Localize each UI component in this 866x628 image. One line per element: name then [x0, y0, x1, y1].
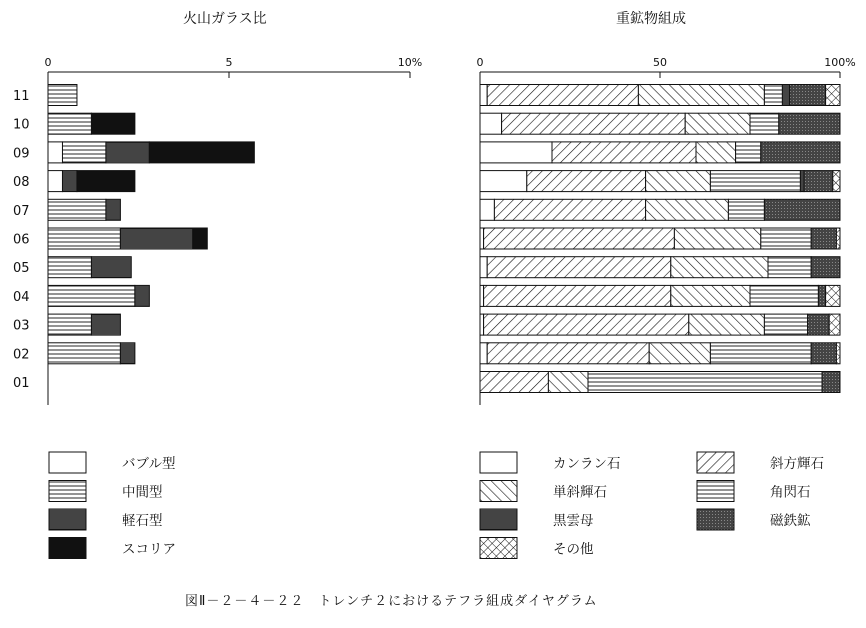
bar-row-01: [480, 372, 840, 393]
x-tick-label: 100%: [824, 56, 856, 69]
bar-segment-mineral-3: [764, 85, 782, 106]
legend-swatch: [480, 509, 517, 530]
bar-segment-mineral-3: [764, 314, 807, 335]
legend-item-right-0: [480, 452, 621, 473]
row-label: 03: [13, 318, 30, 334]
bar-segment-mineral-3: [710, 343, 811, 364]
bar-segment-mineral-5: [779, 113, 840, 134]
bar-segment-mineral-5: [808, 314, 830, 335]
bar-segment-mineral-2: [685, 113, 750, 134]
row-label: 11: [13, 89, 30, 104]
bar-segment-mineral-5: [790, 85, 826, 106]
legend-swatch: [697, 481, 734, 502]
legend-label: 磁鉄鉱: [770, 513, 811, 529]
bar-segment-mineral-6: [836, 228, 840, 249]
bar-segment-mineral-2: [548, 372, 588, 393]
legend-label: 単斜輝石: [553, 484, 607, 501]
legend-label: 斜方輝石: [770, 456, 824, 472]
heavy-mineral-chart: [477, 56, 856, 405]
legend-swatch: [49, 452, 86, 473]
bar-segment-mineral-0: [480, 228, 484, 249]
bar-segment-mineral-2: [689, 314, 765, 335]
bar-segment-mineral-2: [671, 257, 768, 278]
bar-segment-glass-1: [48, 285, 135, 306]
x-tick-label: 10%: [397, 56, 423, 69]
row-label: 05: [13, 261, 30, 277]
bar-row-05: [48, 257, 131, 278]
legend-label: スコリア: [122, 541, 176, 558]
bar-segment-mineral-4: [800, 171, 804, 192]
bar-segment-mineral-5: [811, 228, 836, 249]
bar-row-10: [48, 113, 135, 134]
bar-segment-glass-1: [48, 228, 120, 249]
bar-segment-glass-2: [135, 285, 149, 306]
bar-segment-mineral-1: [480, 372, 548, 393]
bar-segment-glass-2: [120, 228, 192, 249]
chart-title-minerals: 重鉱物組成: [616, 11, 686, 27]
bar-segment-glass-1: [48, 85, 77, 106]
bar-row-02: [48, 343, 135, 364]
legend-item-right-5: [697, 481, 811, 502]
bar-segment-mineral-6: [829, 314, 840, 335]
legends: [49, 452, 824, 559]
bar-row-08: [480, 171, 840, 192]
bar-segment-mineral-3: [750, 113, 779, 134]
bar-segment-mineral-0: [480, 314, 484, 335]
bar-segment-mineral-1: [527, 171, 646, 192]
bar-segment-mineral-1: [552, 142, 696, 163]
bar-segment-mineral-5: [811, 343, 836, 364]
legend-item-right-6: [697, 509, 811, 530]
bar-segment-mineral-5: [764, 199, 840, 220]
legend-swatch: [49, 538, 86, 559]
x-tick-label: 5: [225, 56, 233, 69]
bar-segment-mineral-5: [761, 142, 840, 163]
bar-segment-mineral-1: [487, 85, 638, 106]
bar-segment-glass-1: [48, 113, 91, 134]
bar-segment-glass-3: [149, 142, 254, 163]
bar-segment-mineral-2: [649, 343, 710, 364]
legend-label: 黒雲母: [553, 513, 594, 529]
legend-swatch: [480, 481, 517, 502]
legend-label: カンラン石: [553, 456, 621, 472]
glass-ratio-chart: [13, 56, 422, 405]
bar-segment-mineral-6: [833, 171, 840, 192]
bar-segment-mineral-0: [480, 343, 487, 364]
legend-swatch: [480, 538, 517, 559]
bar-row-03: [480, 314, 840, 335]
bar-segment-mineral-1: [487, 343, 649, 364]
bar-row-06: [48, 228, 207, 249]
legend-item-left-2: [49, 509, 163, 530]
bar-segment-mineral-3: [768, 257, 811, 278]
bar-segment-mineral-5: [818, 285, 825, 306]
bar-segment-mineral-3: [736, 142, 761, 163]
legend-item-left-1: [49, 481, 163, 502]
legend-label: バブル型: [122, 456, 176, 472]
legend-label: 角閃石: [770, 484, 811, 501]
legend-item-right-1: [480, 481, 607, 502]
bar-segment-glass-1: [48, 343, 120, 364]
bar-segment-mineral-0: [480, 142, 552, 163]
bar-segment-mineral-5: [804, 171, 833, 192]
bar-segment-mineral-2: [696, 142, 736, 163]
row-label: 01: [13, 376, 30, 391]
bar-segment-glass-1: [48, 314, 91, 335]
legend-label: 軽石型: [122, 513, 163, 529]
bar-segment-glass-1: [48, 199, 106, 220]
bar-row-07: [48, 199, 120, 220]
legend-swatch: [49, 509, 86, 530]
bar-segment-glass-3: [91, 113, 134, 134]
bar-segment-mineral-2: [646, 171, 711, 192]
row-label: 07: [13, 203, 30, 219]
bar-row-04: [48, 285, 149, 306]
bar-segment-mineral-2: [638, 85, 764, 106]
bar-row-09: [48, 142, 254, 163]
legend-item-left-0: [49, 452, 175, 473]
bar-segment-mineral-3: [588, 372, 822, 393]
bar-segment-glass-2: [106, 142, 149, 163]
bar-row-08: [48, 171, 135, 192]
bar-segment-glass-2: [91, 257, 131, 278]
legend-swatch: [697, 452, 734, 473]
bar-segment-glass-1: [48, 257, 91, 278]
bar-segment-glass-0: [48, 142, 62, 163]
bar-row-09: [480, 142, 840, 163]
legend-swatch: [480, 452, 517, 473]
bar-segment-mineral-0: [480, 199, 494, 220]
bar-row-04: [480, 285, 840, 306]
bar-segment-mineral-0: [480, 113, 502, 134]
bar-segment-mineral-1: [484, 285, 671, 306]
bar-segment-mineral-1: [494, 199, 645, 220]
row-label: 04: [13, 289, 30, 305]
x-tick-label: 50: [653, 56, 667, 69]
legend-label: その他: [553, 541, 594, 558]
legend-swatch: [49, 481, 86, 502]
bar-segment-mineral-6: [826, 85, 840, 106]
bar-row-05: [480, 257, 840, 278]
bar-segment-mineral-1: [502, 113, 686, 134]
bar-segment-mineral-2: [671, 285, 750, 306]
legend-item-right-3: [480, 538, 594, 559]
bar-row-11: [480, 85, 840, 106]
bar-segment-mineral-1: [484, 314, 689, 335]
legend-item-left-3: [49, 538, 176, 559]
bar-row-03: [48, 314, 120, 335]
row-label: 06: [13, 232, 30, 248]
bar-segment-mineral-3: [761, 228, 811, 249]
bar-segment-mineral-4: [782, 85, 789, 106]
bar-segment-mineral-6: [826, 285, 840, 306]
bar-segment-glass-2: [91, 314, 120, 335]
bar-segment-mineral-2: [646, 199, 729, 220]
bar-segment-glass-2: [106, 199, 120, 220]
bar-segment-glass-2: [62, 171, 76, 192]
bar-segment-mineral-5: [811, 257, 840, 278]
bar-segment-glass-3: [193, 228, 207, 249]
bar-segment-mineral-3: [728, 199, 764, 220]
bar-segment-mineral-5: [822, 372, 840, 393]
bar-segment-mineral-3: [710, 171, 800, 192]
figure-caption: 図Ⅱ－２－４－２２ トレンチ２におけるテフラ組成ダイヤグラム: [185, 594, 598, 609]
bar-segment-glass-3: [77, 171, 135, 192]
row-label: 02: [13, 347, 30, 363]
bar-row-07: [480, 199, 840, 220]
bar-row-06: [480, 228, 840, 249]
legend-item-right-2: [480, 509, 594, 530]
legend-item-right-4: [697, 452, 824, 473]
bar-segment-mineral-6: [836, 343, 840, 364]
bar-segment-mineral-0: [480, 171, 527, 192]
bar-segment-mineral-2: [674, 228, 760, 249]
bar-segment-glass-1: [62, 142, 105, 163]
x-tick-label: 0: [476, 56, 484, 69]
legend-swatch: [697, 509, 734, 530]
bar-segment-mineral-0: [480, 257, 487, 278]
bar-row-11: [48, 85, 77, 106]
bar-segment-glass-0: [48, 171, 62, 192]
bar-segment-mineral-0: [480, 285, 484, 306]
bar-segment-mineral-3: [750, 285, 818, 306]
row-label: 08: [13, 175, 30, 191]
row-label: 10: [13, 117, 30, 133]
bar-segment-mineral-1: [484, 228, 675, 249]
bar-row-02: [480, 343, 840, 364]
bar-segment-mineral-1: [487, 257, 671, 278]
bar-row-10: [480, 113, 840, 134]
bar-segment-mineral-0: [480, 85, 487, 106]
legend-label: 中間型: [122, 484, 163, 501]
row-label: 09: [13, 146, 30, 162]
x-tick-label: 0: [44, 56, 52, 69]
bar-segment-glass-2: [120, 343, 134, 364]
chart-title-glass: 火山ガラス比: [183, 11, 267, 27]
